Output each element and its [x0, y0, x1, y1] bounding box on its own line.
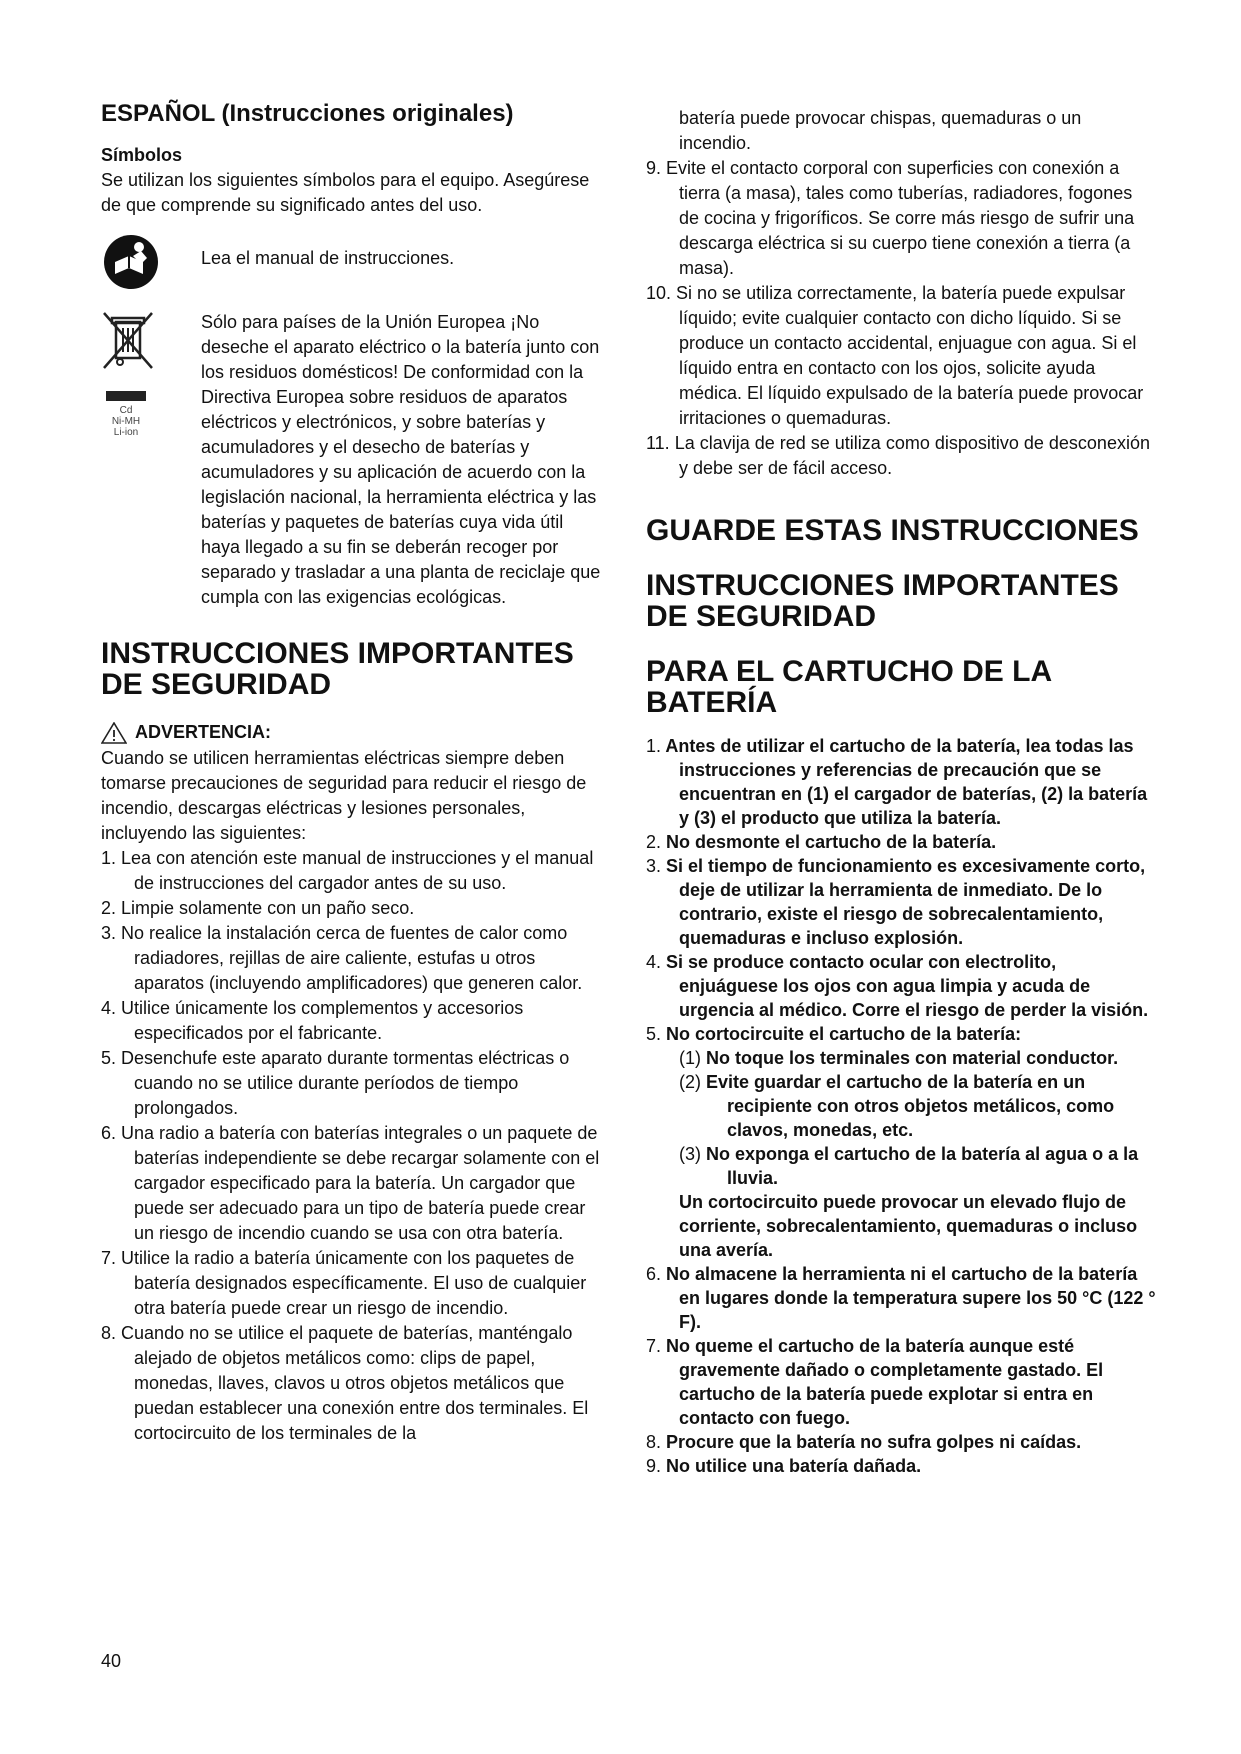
crossed-bin-icon: [101, 310, 155, 372]
battery-cartridge-heading: PARA EL CARTUCHO DE LA BATERÍA: [646, 655, 1051, 719]
warning-label: [101, 722, 603, 744]
list-item: 3. No realice la instalación cerca de fuentes de calor como radiadores, rejillas de aire caliente, estufas u otros aparatos (incluyendo amplificadores) que generen calor.: [101, 922, 583, 993]
list-item: 10. Si no se utiliza correctamente, la batería puede expulsar líquido; evite cualquier contacto con dicho líquido. Si se produce un contacto accidental, enjuague con agua. Si el líquido entra en contacto con los ojos, solicite ayuda médica. El líquido expulsado de la batería puede provocar irritaciones o quemaduras.: [646, 283, 1144, 428]
list-item: 8. Procure que la batería no sufra golpes ni caídas.: [646, 1432, 1082, 1452]
safety-list-right: [646, 156, 1156, 481]
liion-label: Li-ion: [113, 426, 139, 438]
nimh-label: Ni-MH: [111, 415, 141, 427]
symbols-intro: Se utilizan los siguientes símbolos para el equipo. Asegúrese de que comprende su significado antes del uso.: [101, 169, 590, 215]
warning-text: ADVERTENCIA:: [135, 722, 272, 743]
list-item: 4. Si se produce contacto ocular con electrolito, enjuáguese los ojos con agua limpia y acuda de urgencia al médico. Corre el riesgo de perder la visión.: [646, 952, 1149, 1020]
warning-intro: Cuando se utilicen herramientas eléctricas siempre deben tomarse precauciones de seguridad para reducir el riesgo de incendio, descargas eléctricas y lesiones personales, incluyendo las siguientes:: [101, 747, 587, 843]
symbol-row-manual: [101, 240, 603, 300]
sub-list-item: (3) No exponga el cartucho de la batería al agua o a la lluvia.: [679, 1144, 1139, 1188]
bar-mark: [106, 391, 146, 401]
list-item: 9. Evite el contacto corporal con superficies con conexión a tierra (a masa), tales como tuberías, radiadores, fogones de cocina y frigoríficos. Se corre más riesgo de sufrir una descarga eléctrica si su cuerpo tiene conexión a tierra (a masa).: [646, 158, 1135, 278]
list-item: 8. Cuando no se utilice el paquete de baterías, manténgalo alejado de objetos metálicos como: clips de papel, monedas, llaves, clavos u otros objetos metálicos que puedan establecer una conexión entre dos terminales. El cortocircuito de los terminales de la: [101, 1322, 589, 1443]
sub-list-item: (2) Evite guardar el cartucho de la batería en un recipiente con otros objetos metálicos, como clavos, monedas, etc.: [679, 1072, 1115, 1140]
continuation-text: batería puede provocar chispas, quemaduras o un incendio.: [679, 108, 1082, 153]
list-item: 2. No desmonte el cartucho de la batería.: [646, 832, 997, 852]
read-manual-icon: [103, 234, 159, 290]
warning-triangle-icon: [101, 722, 127, 744]
section-title: ESPAÑOL (Instrucciones originales): [101, 100, 514, 127]
battery-list: [646, 734, 1156, 1478]
list-item: 5. No cortocircuite el cartucho de la batería: (1) No toque los terminales con material conductor. (2) Evite guardar el cartucho de la batería en un recipiente con otros objetos metálicos, como clavos, monedas, etc. (3) No exponga el cartucho de la batería al agua o a la lluvia. Un cortocircuito puede provocar un elevado flujo de corriente, sobrecalentamiento, quemaduras o incluso una avería.: [646, 1022, 1156, 1262]
list-item: 6. No almacene la herramienta ni el cartucho de la batería en lugares donde la temperatura supere los 50 °C (122 ° F).: [646, 1264, 1156, 1332]
safety-heading-right: INSTRUCCIONES IMPORTANTES DE SEGURIDAD: [646, 569, 1119, 633]
list-item: 1. Lea con atención este manual de instrucciones y el manual de instrucciones del cargador antes de su uso.: [101, 847, 594, 893]
safety-list-left: [101, 846, 603, 1446]
sub-list-item: (1) No toque los terminales con material conductor.: [679, 1048, 1119, 1068]
save-instructions-heading: GUARDE ESTAS INSTRUCCIONES: [646, 514, 1139, 547]
left-column: [101, 100, 603, 1446]
symbol-row-recycle: [101, 310, 603, 610]
list-item: 5. Desenchufe este aparato durante tormentas eléctricas o cuando no se utilice durante períodos de tiempo prolongados.: [101, 1047, 570, 1118]
safety-heading-left: INSTRUCCIONES IMPORTANTES DE SEGURIDAD: [101, 636, 574, 701]
sub-list-wrap: [679, 1046, 1156, 1262]
symbol-manual-text: Lea el manual de instrucciones.: [201, 247, 455, 268]
list-item: 4. Utilice únicamente los complementos y accesorios especificados por el fabricante.: [101, 997, 524, 1043]
list-item: 6. Una radio a batería con baterías integrales o un paquete de baterías independiente se debe recargar solamente con el cargador especificado para la batería. Un cargador que puede ser adecuado para un tipo de batería puede crear un riesgo de incendio cuando se usa con otra batería.: [101, 1122, 600, 1243]
list-item: 9. No utilice una batería dañada.: [646, 1456, 922, 1476]
list-item: 11. La clavija de red se utiliza como dispositivo de desconexión y debe ser de fácil acceso.: [646, 433, 1150, 478]
list-item: 1. Antes de utilizar el cartucho de la batería, lea todas las instrucciones y referencias de precaución que se encuentran en (1) el cargador de baterías, (2) la batería y (3) el producto que utiliza la batería.: [646, 736, 1148, 828]
page-number: 40: [101, 1651, 122, 1671]
cd-label: Cd: [119, 404, 133, 416]
list-item: 2. Limpie solamente con un paño seco.: [101, 897, 415, 918]
short-circuit-note: Un cortocircuito puede provocar un elevado flujo de corriente, sobrecalentamiento, quemaduras o incluso una avería.: [679, 1192, 1138, 1260]
battery-type-labels: [101, 405, 151, 438]
list-item: 7. Utilice la radio a batería únicamente con los paquetes de batería designados específicamente. El uso de cualquier otra batería puede crear un riesgo de incendio.: [101, 1247, 587, 1318]
list-item: 3. Si el tiempo de funcionamiento es excesivamente corto, deje de utilizar la herramienta de inmediato. De lo contrario, existe el riesgo de sobrecalentamiento, quemaduras e incluso explosión.: [646, 856, 1146, 948]
right-column: [646, 106, 1156, 1478]
weee-symbol: [101, 310, 157, 438]
list-item: 7. No queme el cartucho de la batería aunque esté gravemente dañado o completamente gastado. El cartucho de la batería puede explotar si entra en contacto con fuego.: [646, 1336, 1104, 1428]
symbols-heading: Símbolos: [101, 144, 183, 165]
symbol-recycle-text: Sólo para países de la Unión Europea ¡No deseche el aparato eléctrico o la batería junto con los residuos domésticos! De conformidad con la Directiva Europea sobre residuos de aparatos eléctricos y electrónicos, y sobre baterías y acumuladores y el desecho de baterías y acumuladores y su aplicación de acuerdo con la legislación nacional, la herramienta eléctrica y las baterías y paquetes de baterías cuya vida útil haya llegado a su fin se deberán recoger por separado y trasladar a una planta de reciclaje que cumpla con las exigencias ecológicas.: [201, 311, 601, 607]
